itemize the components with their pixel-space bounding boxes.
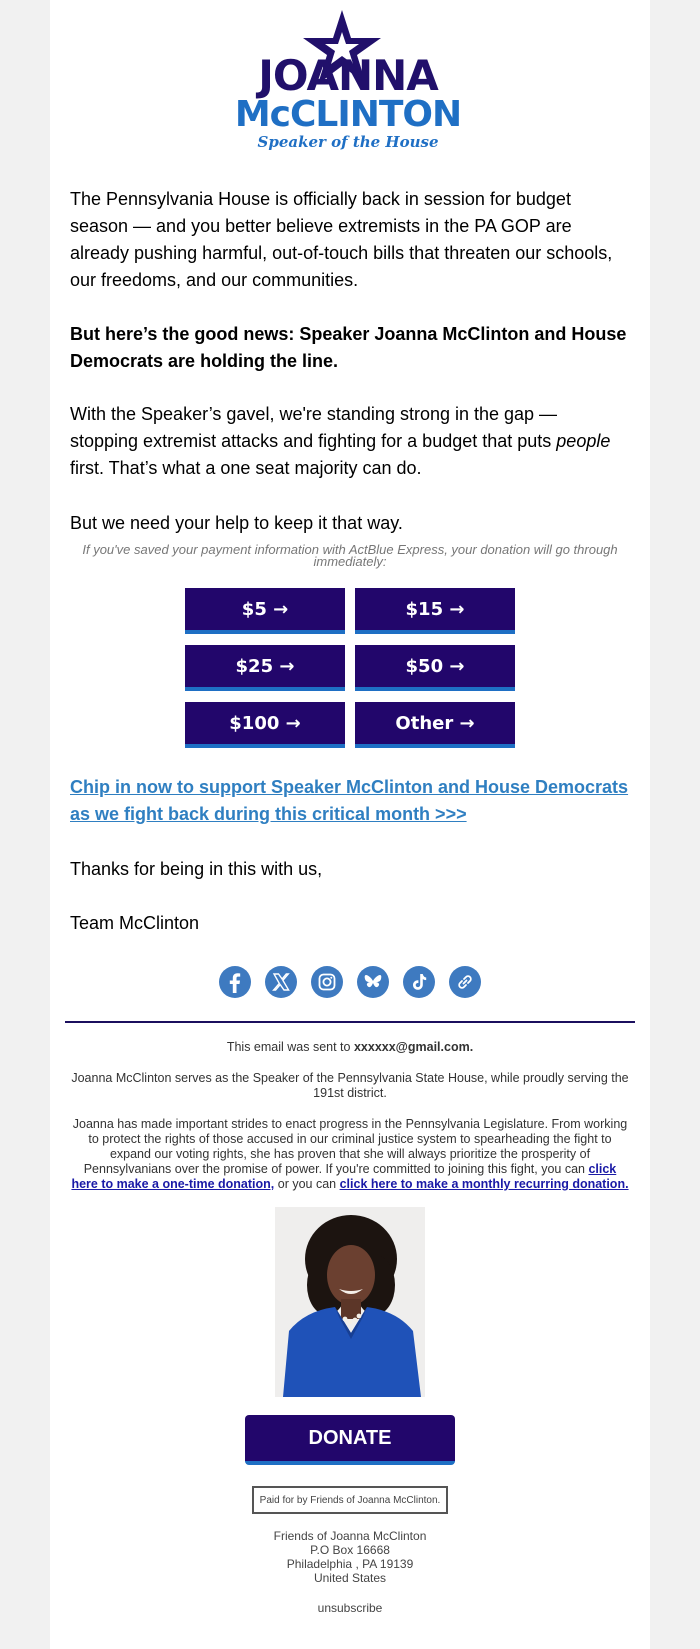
campaign-logo: [50, 8, 650, 158]
logo-last-name: McCLINTON: [234, 94, 462, 135]
donate-15-button[interactable]: $15 →: [355, 588, 515, 634]
good-news-paragraph: But here’s the good news: Speaker Joanna McClinton and House Democrats are holding the line.: [70, 324, 627, 371]
speaker-description: Joanna McClinton serves as the Speaker of the Pennsylvania State House, while proudly serving the 191st district.: [71, 1071, 629, 1100]
signature: Team McClinton: [70, 913, 200, 933]
donate-button[interactable]: DONATE: [245, 1415, 455, 1465]
strides-paragraph: Joanna has made important strides to enact progress in the Pennsylvania Legislature. From working to protect the rights of those accused in our criminal justice system to spearheading the fight to expand our voting rights, she has proven that she will always prioritize the prosperity of Pennsylvanians over the promise of power. If you're committed to joining this fight, you can click here to make a one-time donation, or you can click here to make a monthly recurring donation.: [71, 1117, 629, 1191]
donate-25-button[interactable]: $25 →: [185, 645, 345, 691]
paid-for-disclaimer: Paid for by Friends of Joanna McClinton.: [252, 1486, 448, 1514]
logo-first-name: JOANNA: [258, 51, 438, 100]
gavel-paragraph: With the Speaker’s gavel, we're standing strong in the gap — stopping extremist attacks and fighting for a budget that puts people first. That’s what a one seat majority can do.: [70, 404, 611, 478]
chip-in-link[interactable]: Chip in now to support Speaker McClinton and House Democrats as we fight back during this critical month >>>: [70, 777, 629, 824]
candidate-portrait: [275, 1207, 425, 1397]
monthly-donation-link[interactable]: click here to make a monthly recurring donation.: [339, 1177, 629, 1191]
link-icon[interactable]: [449, 966, 481, 998]
actblue-express-note: If you've saved your payment information with ActBlue Express, your donation will go through immediately:: [82, 542, 618, 569]
bluesky-icon[interactable]: [357, 966, 389, 998]
donate-100-button[interactable]: $100 →: [185, 702, 345, 748]
one-time-donation-link[interactable]: click here to make a one-time donation,: [71, 1162, 617, 1191]
thanks-line: Thanks for being in this with us,: [70, 859, 323, 879]
donate-5-button[interactable]: $5 →: [185, 588, 345, 634]
email-body: [50, 0, 650, 1649]
sent-to-line: This email was sent to xxxxxx@gmail.com.: [226, 1040, 474, 1054]
instagram-icon[interactable]: [311, 966, 343, 998]
recipient-email: xxxxxx@gmail.com.: [353, 1040, 474, 1054]
footer-divider: [65, 1021, 635, 1023]
tiktok-icon[interactable]: [403, 966, 435, 998]
facebook-icon[interactable]: [219, 966, 251, 998]
unsubscribe-link[interactable]: unsubscribe: [317, 1601, 383, 1615]
donate-50-button[interactable]: $50 →: [355, 645, 515, 691]
x-icon[interactable]: [265, 966, 297, 998]
logo-tagline: Speaker of the House: [257, 133, 439, 151]
donate-other-button[interactable]: Other →: [355, 702, 515, 748]
intro-paragraph: The Pennsylvania House is officially back in session for budget season — and you better believe extremists in the PA GOP are already pushing harmful, out-of-touch bills that threaten our schools, our freedoms, and our communities.: [70, 189, 613, 290]
mailing-address: Friends of Joanna McClinton P.O Box 16668 Philadelphia , PA 19139 United States: [273, 1529, 427, 1585]
social-links: [50, 966, 650, 1000]
help-paragraph: But we need your help to keep it that way.: [70, 513, 403, 533]
